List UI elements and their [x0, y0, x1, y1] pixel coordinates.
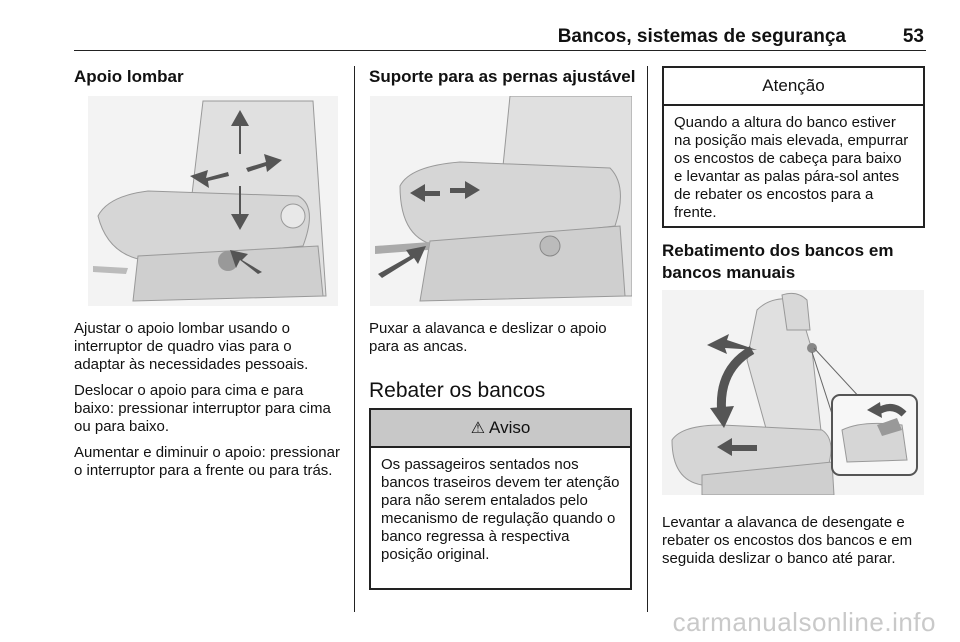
column-manual-fold [662, 240, 924, 284]
lumbar-paragraph-2: Deslocar o apoio para cima e para baixo: pressionar interruptor para cima ou para baixo. [74, 382, 331, 435]
attention-title: Atenção [762, 76, 825, 95]
leg-support-heading: Suporte para as pernas ajustável [369, 67, 636, 86]
warning-box [369, 408, 632, 590]
attention-box-header [664, 68, 923, 106]
manual-fold-heading: Rebatimento dos bancos em bancos manuais [662, 241, 894, 282]
warning-text: Os passageiros sentados nos bancos traseiros devem ter atenção para não serem entalados pelo mecanismo de regulação quando o banco regressa à respectiva posição original. [381, 456, 620, 563]
fold-seats-heading: Rebater os bancos [369, 379, 546, 402]
lumbar-text [74, 320, 346, 480]
lumbar-support-illustration [88, 96, 338, 306]
manual-fold-text [662, 514, 926, 568]
warning-box-header [371, 410, 630, 448]
manual-fold-caption: Levantar a alavanca de desengate e rebater os encostos dos bancos e em seguida deslizar o banco até parar. [662, 514, 913, 567]
lumbar-paragraph-1: Ajustar o apoio lombar usando o interruptor de quadro vias para o adaptar às necessidades pessoais. [74, 320, 309, 373]
lumbar-paragraph-3: Aumentar e diminuir o apoio: pressionar o interruptor para a frente ou para trás. [74, 444, 340, 479]
watermark: carmanualsonline.info [672, 607, 936, 637]
page-number: 53 [902, 26, 924, 47]
warning-triangle-icon: ⚠ [470, 420, 486, 437]
attention-box [662, 66, 925, 228]
column-lumbar [74, 62, 344, 88]
column-leg-support [369, 62, 639, 88]
manual-fold-illustration [662, 290, 924, 495]
page-title: Bancos, sistemas de segurança [557, 26, 846, 47]
leg-support-caption: Puxar a alavanca e deslizar o apoio para as ancas. [369, 320, 607, 355]
lumbar-heading: Apoio lombar [74, 67, 184, 86]
leg-support-illustration [370, 96, 632, 306]
warning-title: Aviso [489, 418, 531, 437]
page-header [74, 0, 926, 51]
leg-support-text [369, 320, 639, 404]
attention-text: Quando a altura do banco estiver na posição mais elevada, empurrar os encostos de cabeça para baixo e levantar as palas pára-sol antes de rebater os encostos para a frente. [674, 114, 909, 221]
column-divider-2 [647, 66, 648, 612]
column-divider-1 [354, 66, 355, 612]
